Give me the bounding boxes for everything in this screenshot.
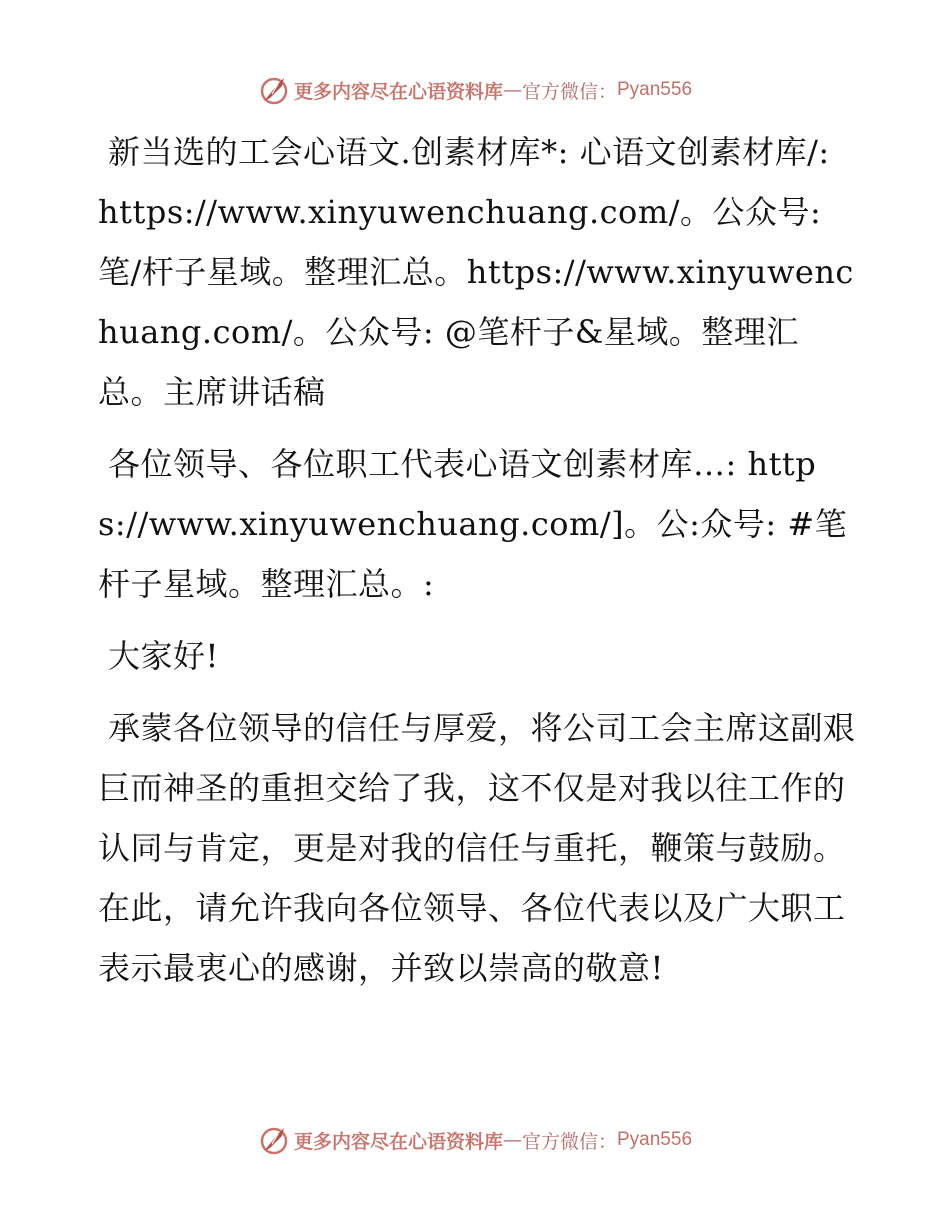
- banner-wechat-label: 官方微信：: [521, 1130, 617, 1153]
- banner-wechat-id: Pyan556: [617, 79, 693, 100]
- paragraph-text: 新当选的工会心语文.创素材库*: 心语文创素材库/: https://www.xinyuwenchuang.com/。公众号: 笔/杆子星域。整理汇总。https://www.xinyuwenchuang.com/。公众号: @笔杆子&星域。整理汇总。主席讲话稿: [98, 133, 854, 411]
- paragraph-text: 承蒙各位领导的信任与厚爱，将公司工会主席这副艰巨而神圣的重担交给了我，这不仅是对我以往工作的认同与肯定，更是对我的信任与重托，鞭策与鼓励。在此，请允许我向各位领导、各位代表以及广大职工表示最衷心的感谢，并致以崇高的敬意!: [98, 709, 856, 987]
- quill-pen-logo-icon: [258, 74, 290, 106]
- footer-banner: [0, 1120, 950, 1160]
- paragraph-body: [98, 698, 858, 998]
- banner-wechat-id: Pyan556: [617, 1129, 693, 1150]
- banner-text: 更多内容尽在心语资料库: [293, 80, 503, 103]
- paragraph-salutation: [98, 434, 858, 614]
- paragraph-text: 各位领导、各位职工代表心语文创素材库…: https://www.xinyuwenchuang.com/]。公:众号: #笔杆子星域。整理汇总。:: [98, 445, 848, 603]
- quill-pen-logo-icon: [258, 1124, 290, 1156]
- banner-wechat-label: 官方微信：: [521, 80, 617, 103]
- banner-dash: —: [502, 79, 522, 101]
- header-banner: [0, 70, 950, 110]
- paragraph-greeting: [98, 626, 858, 686]
- paragraph-text: 大家好!: [108, 637, 219, 675]
- banner-dash: —: [502, 1129, 522, 1151]
- banner-text: 更多内容尽在心语资料库: [293, 1130, 503, 1153]
- paragraph-title: [98, 122, 858, 422]
- document-body: [98, 122, 858, 1010]
